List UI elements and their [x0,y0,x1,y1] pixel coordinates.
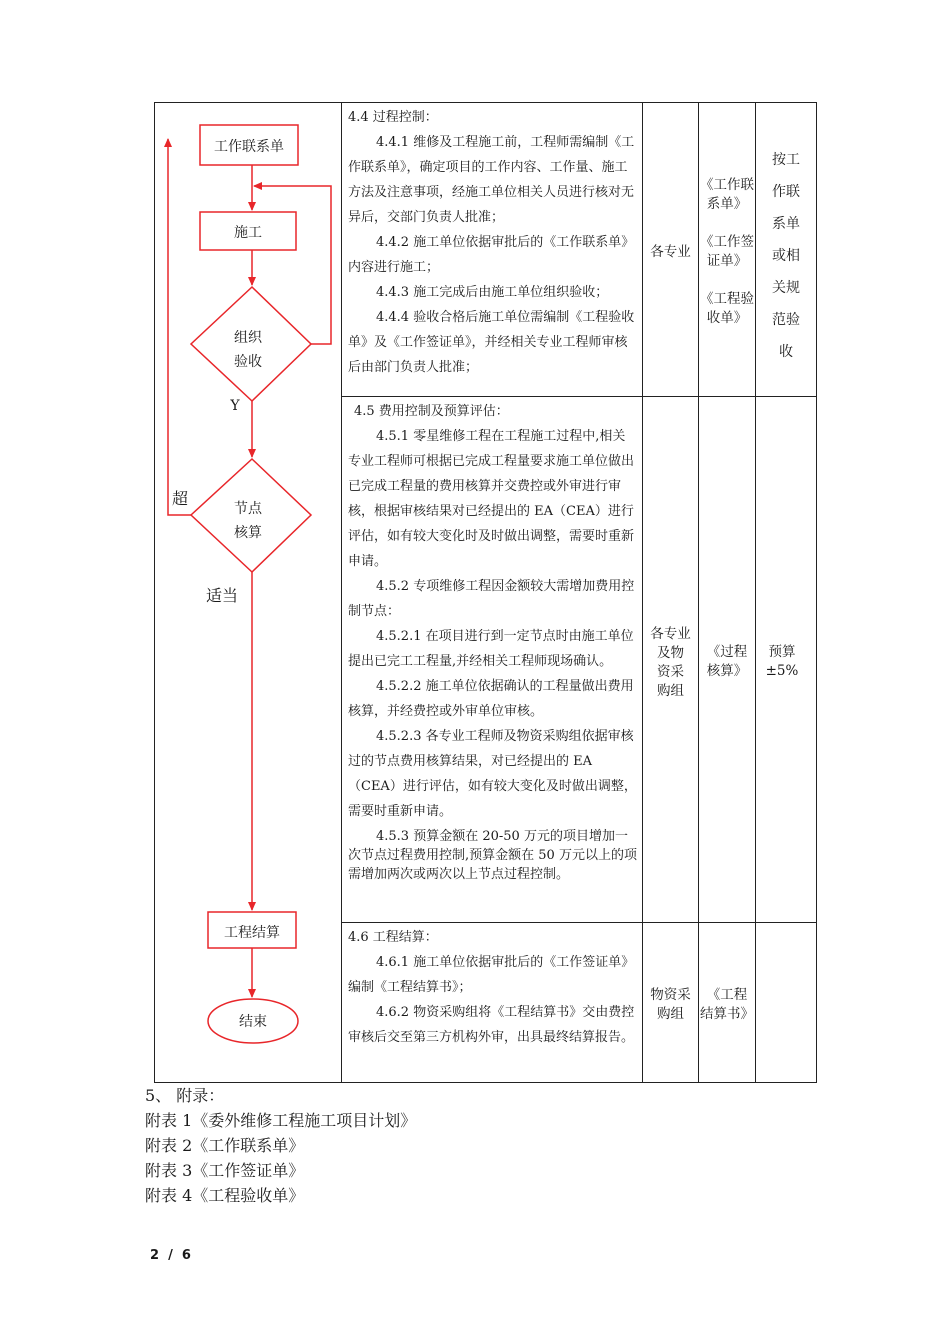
appendix-item: 附表 1《委外维修工程施工项目计划》 [145,1111,417,1130]
paragraph: 4.4.1 维修及工程施工前，工程师需编制《工作联系单》，确定项目的工作内容、工作量、施工方法及注意事项，经施工单位相关人员进行核对无异后，交部门负责人批准； [348,135,635,225]
row-4-5-content [348,399,638,884]
standard-line: 作联 [772,184,800,200]
responsible-line: 各专业 [650,626,691,642]
standard-line: 或相 [772,248,800,264]
paragraph: 4.5.2 专项维修工程因金额较大需增加费用控制节点： [348,579,635,619]
appendix-title: 5、 附录： [145,1086,225,1105]
end-oval-label: 结束 [239,1014,267,1030]
responsible-line: 购组 [657,683,684,699]
responsible-line: 购组 [657,1006,684,1022]
standard-line: 范验 [772,312,800,328]
responsible-line: 物资采 [650,987,691,1003]
record-item: 《工作签证单》 [700,234,754,269]
table-divider [341,102,342,1083]
paragraph: 4.6.2 物资采购组将《工程结算书》交由费控审核后交至第三方机构外审，出具最终结算报告。 [348,1005,635,1045]
paragraph: 4.5.3 预算金额在 20-50 万元的项目增加一次节点过程费用控制,预算金额在 50 万元以上的项需增加两次或两次以上节点过程控制。 [348,829,637,882]
table-divider [341,396,817,397]
table-divider [341,922,817,923]
appendix-item: 附表 3《工作签证单》 [145,1161,305,1180]
node-label: 节点 [234,501,262,517]
paragraph: 4.5.1 零星维修工程在工程施工过程中,相关专业工程师可根据已完成工程量要求施工单位做出已完成工程量的费用核算并交费控或外审进行审核，根据审核结果对已经提出的 EA（CEA）进行评估，如有较大变化时及时做出调整，需要时重新申请。 [348,429,635,569]
start-box-label: 工作联系单 [214,139,284,155]
paragraph: 4.4.2 施工单位依据审批后的《工作联系单》内容进行施工； [348,235,635,275]
exceed-label: 超 [171,489,189,508]
responsible-line: 资采 [657,664,684,680]
row-4-4-responsible: 各专业 [650,244,691,260]
node-label: 核算 [234,525,262,541]
paragraph: 4.5.2.2 施工单位依据确认的工程量做出费用核算，并经费控或外审单位审核。 [348,679,634,719]
responsible-line: 及物 [657,645,684,661]
paragraph: 4.5.2.3 各专业工程师及物资采购组依据审核过的节点费用核算结果，对已经提出的 EA（CEA）进行评估，如有较大变化及时做出调整，需要时重新申请。 [348,729,637,819]
appendix-item: 附表 4《工程验收单》 [145,1186,305,1205]
yes-label: Y [230,398,240,414]
standard-line: 收 [779,344,793,360]
inspection-label: 验收 [234,354,262,370]
record-item: 《工作联系单》 [700,177,754,212]
paragraph: 4.4.4 验收合格后施工单位需编制《工程验收单》及《工作签证单》，并经相关专业工程师审核后由部门负责人批准； [348,310,635,375]
appropriate-label: 适当 [205,586,239,605]
section-heading: 4.6 工程结算： [348,930,438,945]
record-line: 《工程 [706,987,748,1003]
row-4-5-standard [756,643,808,681]
inspection-label: 组织 [234,330,262,346]
record-line: 《过程 [706,644,748,660]
row-4-6-content [348,925,638,1050]
paragraph: 4.5.2.1 在项目进行到一定节点时由施工单位提出已完工工程量,并经相关工程师现场确认。 [348,629,634,669]
process-flowchart [155,103,341,1083]
standard-line: 按工 [772,152,800,168]
appendix-section [145,1083,416,1208]
paragraph: 4.4.3 施工完成后由施工单位组织验收； [376,285,609,300]
row-4-5-records [699,643,755,681]
section-heading: 4.4 过程控制： [348,110,438,125]
record-line: 核算》 [706,663,748,679]
row-4-5-responsible [643,625,698,701]
row-4-4-content [348,105,638,380]
row-4-4-standard [756,144,816,368]
section-heading: 4.5 费用控制及预算评估： [354,404,509,419]
paragraph: 4.6.1 施工单位依据审批后的《工作签证单》编制《工程结算书》； [348,955,635,995]
standard-line: ±5% [765,663,799,679]
appendix-item: 附表 2《工作联系单》 [145,1136,305,1155]
settlement-box-label: 工程结算 [224,925,280,941]
standard-line: 系单 [772,216,800,232]
row-4-6-responsible [643,986,698,1024]
record-line: 结算书》 [700,1006,754,1022]
page-number: 2 / 6 [150,1248,191,1263]
standard-line: 预算 [768,644,796,660]
row-4-6-records [699,986,755,1024]
row-4-4-records [699,176,755,328]
standard-line: 关规 [772,280,800,296]
construction-box-label: 施工 [234,225,262,241]
record-item: 《工程验收单》 [700,291,754,326]
